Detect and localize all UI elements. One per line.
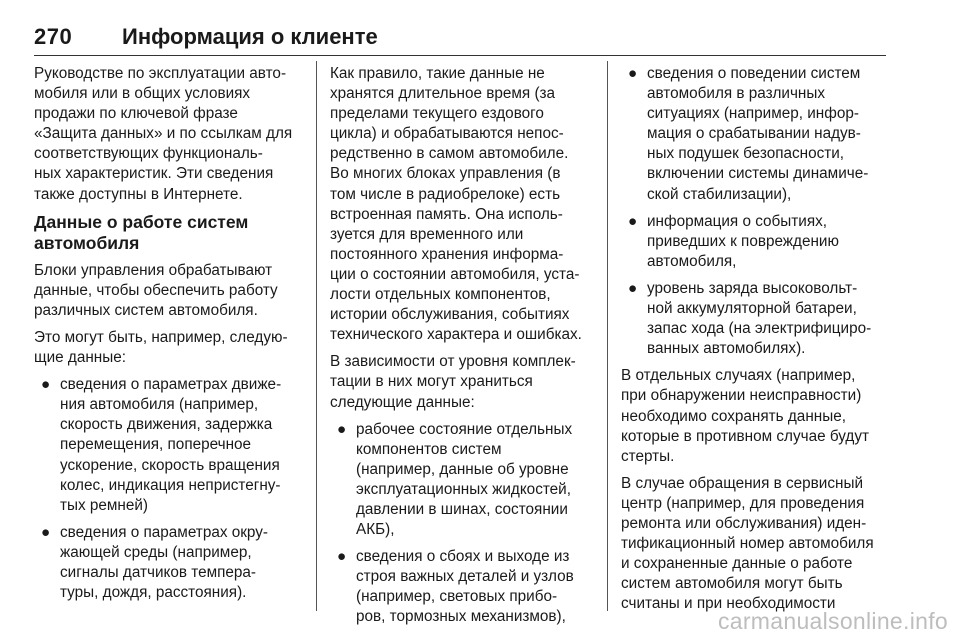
- section-heading: [34, 212, 304, 254]
- bullet-icon: ●: [628, 65, 638, 82]
- text-line: тых ремней): [60, 496, 149, 514]
- text-line: строя важных деталей и узлов: [356, 568, 574, 586]
- paragraph: [34, 261, 304, 321]
- text-line: ных подушек безопасности,: [647, 145, 845, 163]
- bullet-list: [330, 420, 595, 628]
- page-number: 270: [34, 24, 73, 49]
- text-line: запас хода (на электрифициро-: [647, 320, 872, 338]
- text-line: (например, световых прибо-: [356, 588, 558, 606]
- bullet-icon: ●: [41, 376, 51, 394]
- text-line: рабочее состояние отдельных: [356, 420, 573, 438]
- list-item: [621, 64, 891, 205]
- text-line: продажи по ключевой фразе: [34, 105, 238, 123]
- text-line: ситуациях (например, инфор-: [647, 105, 859, 123]
- text-line: В отдельных случаях (например,: [621, 367, 856, 385]
- text-column-2: [330, 64, 595, 635]
- text-line: соответствующих функциональ-: [34, 145, 263, 163]
- text-line: скорость движения, задержка: [60, 416, 273, 434]
- text-line: (например, данные об уровне: [356, 460, 569, 478]
- text-line: жающей среды (например,: [60, 543, 252, 561]
- column-divider: [316, 61, 317, 611]
- watermark: carmanualsonline.info: [717, 608, 948, 634]
- text-line: различных систем автомобиля.: [34, 301, 258, 319]
- bullet-list: [621, 64, 891, 359]
- text-line: тации в них могут храниться: [330, 373, 533, 391]
- text-line: включении системы динамиче-: [647, 165, 869, 183]
- text-line: ремонта или обслуживания) иден-: [621, 514, 867, 532]
- text-line: мация о срабатывании надув-: [647, 125, 861, 143]
- bullet-icon: ●: [337, 548, 347, 566]
- text-line: стерты.: [621, 447, 675, 465]
- text-line: также доступны в Интернете.: [34, 185, 243, 203]
- text-line: тификационный номер автомобиля: [621, 535, 874, 553]
- text-line: Во многих блоках управления (в: [330, 165, 561, 183]
- text-line: В случае обращения в сервисный: [621, 474, 863, 492]
- text-line: ции о состоянии автомобиля, уста-: [330, 265, 580, 283]
- text-line: ния автомобиля (например,: [60, 396, 259, 414]
- text-line: Блоки управления обрабатывают: [34, 261, 273, 279]
- header-rule: [34, 55, 886, 56]
- text-line: центр (например, для проведения: [621, 494, 865, 512]
- text-line: информация о событиях,: [647, 212, 828, 230]
- heading-line: автомобиля: [34, 232, 140, 253]
- text-line: уровень заряда высоковольт-: [647, 279, 858, 297]
- bullet-list: [34, 375, 304, 603]
- text-line: которые в противном случае будут: [621, 427, 869, 445]
- text-column-3: [621, 64, 891, 621]
- text-line: считаны и при необходимости: [621, 595, 836, 613]
- text-line: редственно в самом автомобиле.: [330, 145, 569, 163]
- bullet-icon: ●: [41, 523, 51, 541]
- text-line: компонентов систем: [356, 440, 502, 458]
- text-line: встроенная память. Она исполь-: [330, 205, 563, 223]
- text-line: автомобиля в различных: [647, 85, 826, 103]
- text-line: постоянного хранения информа-: [330, 245, 564, 263]
- list-item: [330, 547, 595, 627]
- text-line: при обнаружении неисправности): [621, 387, 862, 405]
- page-title: Информация о клиенте: [122, 24, 378, 49]
- text-line: щие данные:: [34, 349, 126, 367]
- text-line: Руководстве по эксплуатации авто-: [34, 65, 287, 82]
- text-line: сведения о параметрах движе-: [60, 376, 282, 394]
- text-line: АКБ),: [356, 521, 395, 539]
- text-line: ной аккумуляторной батареи,: [647, 300, 857, 318]
- text-line: технического характера и ошибках.: [330, 326, 582, 344]
- text-line: перемещения, поперечное: [60, 436, 252, 454]
- text-line: следующие данные:: [330, 393, 475, 411]
- text-line: туры, дождя, расстояния).: [60, 584, 247, 602]
- text-line: сведения о параметрах окру-: [60, 523, 269, 541]
- list-item: [621, 279, 891, 359]
- text-line: хранятся длительное время (за: [330, 85, 556, 103]
- list-item: [621, 212, 891, 272]
- column-divider: [607, 61, 608, 611]
- page-header: [34, 24, 886, 52]
- text-line: пределами текущего ездового: [330, 105, 544, 123]
- text-line: лости отдельных компонентов,: [330, 286, 551, 304]
- text-line: зуется для временного или: [330, 225, 524, 243]
- text-line: ных характеристик. Эти сведения: [34, 165, 274, 183]
- text-line: цикла) и обрабатываются непос-: [330, 125, 564, 143]
- text-line: приведших к повреждению: [647, 232, 839, 250]
- intro-paragraph: [34, 64, 304, 205]
- heading-line: Данные о работе систем: [34, 211, 249, 232]
- text-line: ской стабилизации),: [647, 185, 792, 203]
- text-line: «Защита данных» и по ссылкам для: [34, 125, 293, 143]
- text-line: Это могут быть, например, следую-: [34, 328, 288, 346]
- paragraph: [330, 352, 595, 412]
- text-line: В зависимости от уровня комплек-: [330, 353, 576, 371]
- list-item: [34, 523, 304, 603]
- text-line: систем автомобиля могут быть: [621, 575, 843, 593]
- text-line: ускорение, скорость вращения: [60, 456, 280, 474]
- list-item: [330, 420, 595, 541]
- text-line: данные, чтобы обеспечить работу: [34, 281, 278, 299]
- text-line: и сохраненные данные о работе: [621, 555, 853, 573]
- text-line: сведения о сбоях и выходе из: [356, 548, 570, 566]
- paragraph: [330, 64, 595, 345]
- text-line: ров, тормозных механизмов),: [356, 608, 566, 626]
- text-line: давлении в шинах, состоянии: [356, 500, 568, 518]
- text-line: колес, индикация непристегну-: [60, 476, 281, 494]
- bullet-icon: ●: [628, 279, 638, 297]
- bullet-icon: ●: [337, 420, 347, 438]
- list-item: [34, 375, 304, 516]
- text-line: сигналы датчиков темпера-: [60, 563, 257, 581]
- text-line: том числе в радиобрелоке) есть: [330, 185, 561, 203]
- text-line: Как правило, такие данные не: [330, 65, 545, 82]
- text-line: эксплуатационных жидкостей,: [356, 480, 571, 498]
- text-line: ванных автомобилях).: [647, 340, 806, 358]
- text-line: сведения о поведении систем: [647, 65, 861, 82]
- bullet-icon: ●: [628, 212, 638, 230]
- text-line: автомобиля,: [647, 252, 737, 270]
- text-line: мобиля или в общих условиях: [34, 85, 251, 103]
- text-line: необходимо сохранять данные,: [621, 407, 846, 425]
- paragraph: [34, 328, 304, 368]
- paragraph: [621, 474, 891, 615]
- text-line: истории обслуживания, событиях: [330, 306, 570, 324]
- paragraph: [621, 366, 891, 466]
- text-column-1: [34, 64, 304, 610]
